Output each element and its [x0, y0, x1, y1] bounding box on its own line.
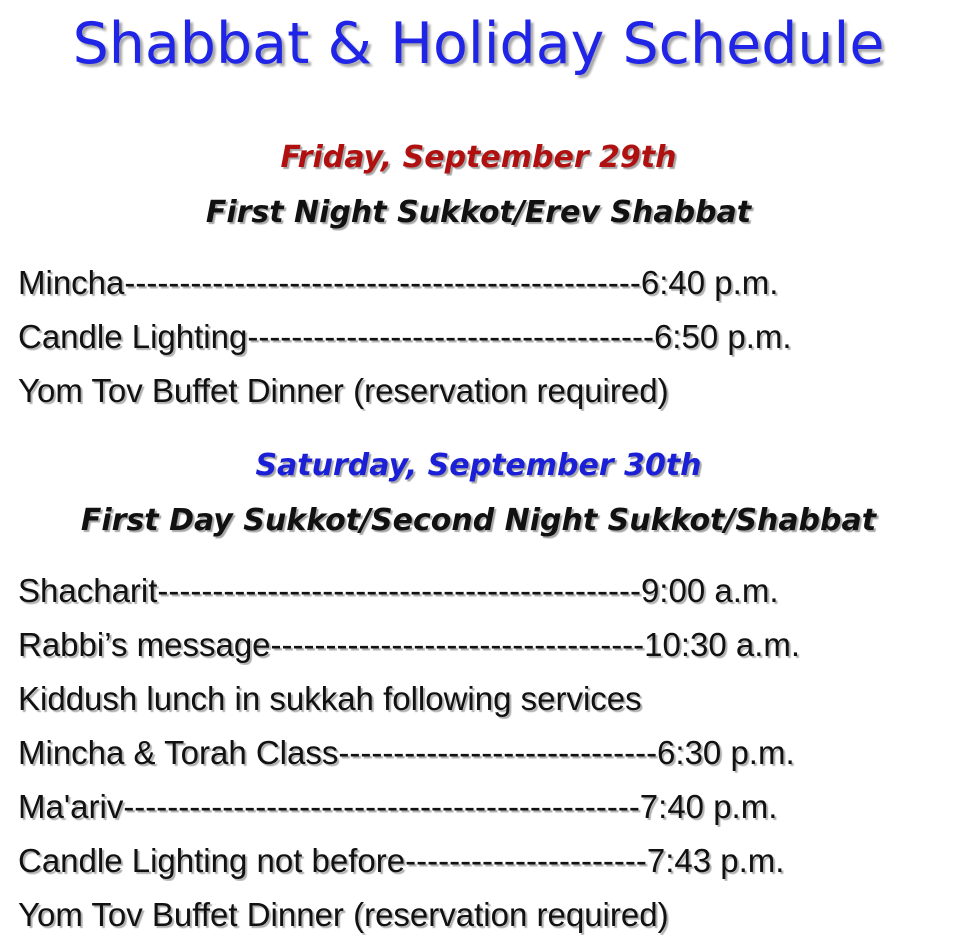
saturday-date-heading: Saturday, September 30th [255, 448, 702, 483]
schedule-line-candle-lighting-not-before: Candle Lighting not before----------------------7:43 p.m. [18, 842, 785, 879]
schedule-line-maariv: Ma'ariv-----------------------------------------------7:40 p.m. [18, 788, 778, 825]
friday-occasion-heading: First Night Sukkot/Erev Shabbat [205, 195, 752, 230]
schedule-line-shacharit: Shacharit--------------------------------------------9:00 a.m. [18, 572, 779, 609]
schedule-line-dinner: Yom Tov Buffet Dinner (reservation required) [18, 896, 669, 933]
saturday-occasion-heading: First Day Sukkot/Second Night Sukkot/Shabbat [80, 503, 877, 538]
schedule-line-mincha-torah-class: Mincha & Torah Class-----------------------------6:30 p.m. [18, 734, 795, 771]
schedule-line-mincha: Mincha-----------------------------------------------6:40 p.m. [18, 264, 779, 301]
schedule-line-candle-lighting: Candle Lighting-------------------------------------6:50 p.m. [18, 318, 792, 355]
friday-date-heading: Friday, September 29th [280, 140, 677, 175]
schedule-line-kiddush: Kiddush lunch in sukkah following services [18, 680, 642, 717]
page-title: Shabbat & Holiday Schedule [72, 11, 885, 77]
schedule-line-rabbis-message: Rabbi’s message----------------------------------10:30 a.m. [18, 626, 801, 663]
schedule-line-dinner: Yom Tov Buffet Dinner (reservation required) [18, 372, 669, 409]
